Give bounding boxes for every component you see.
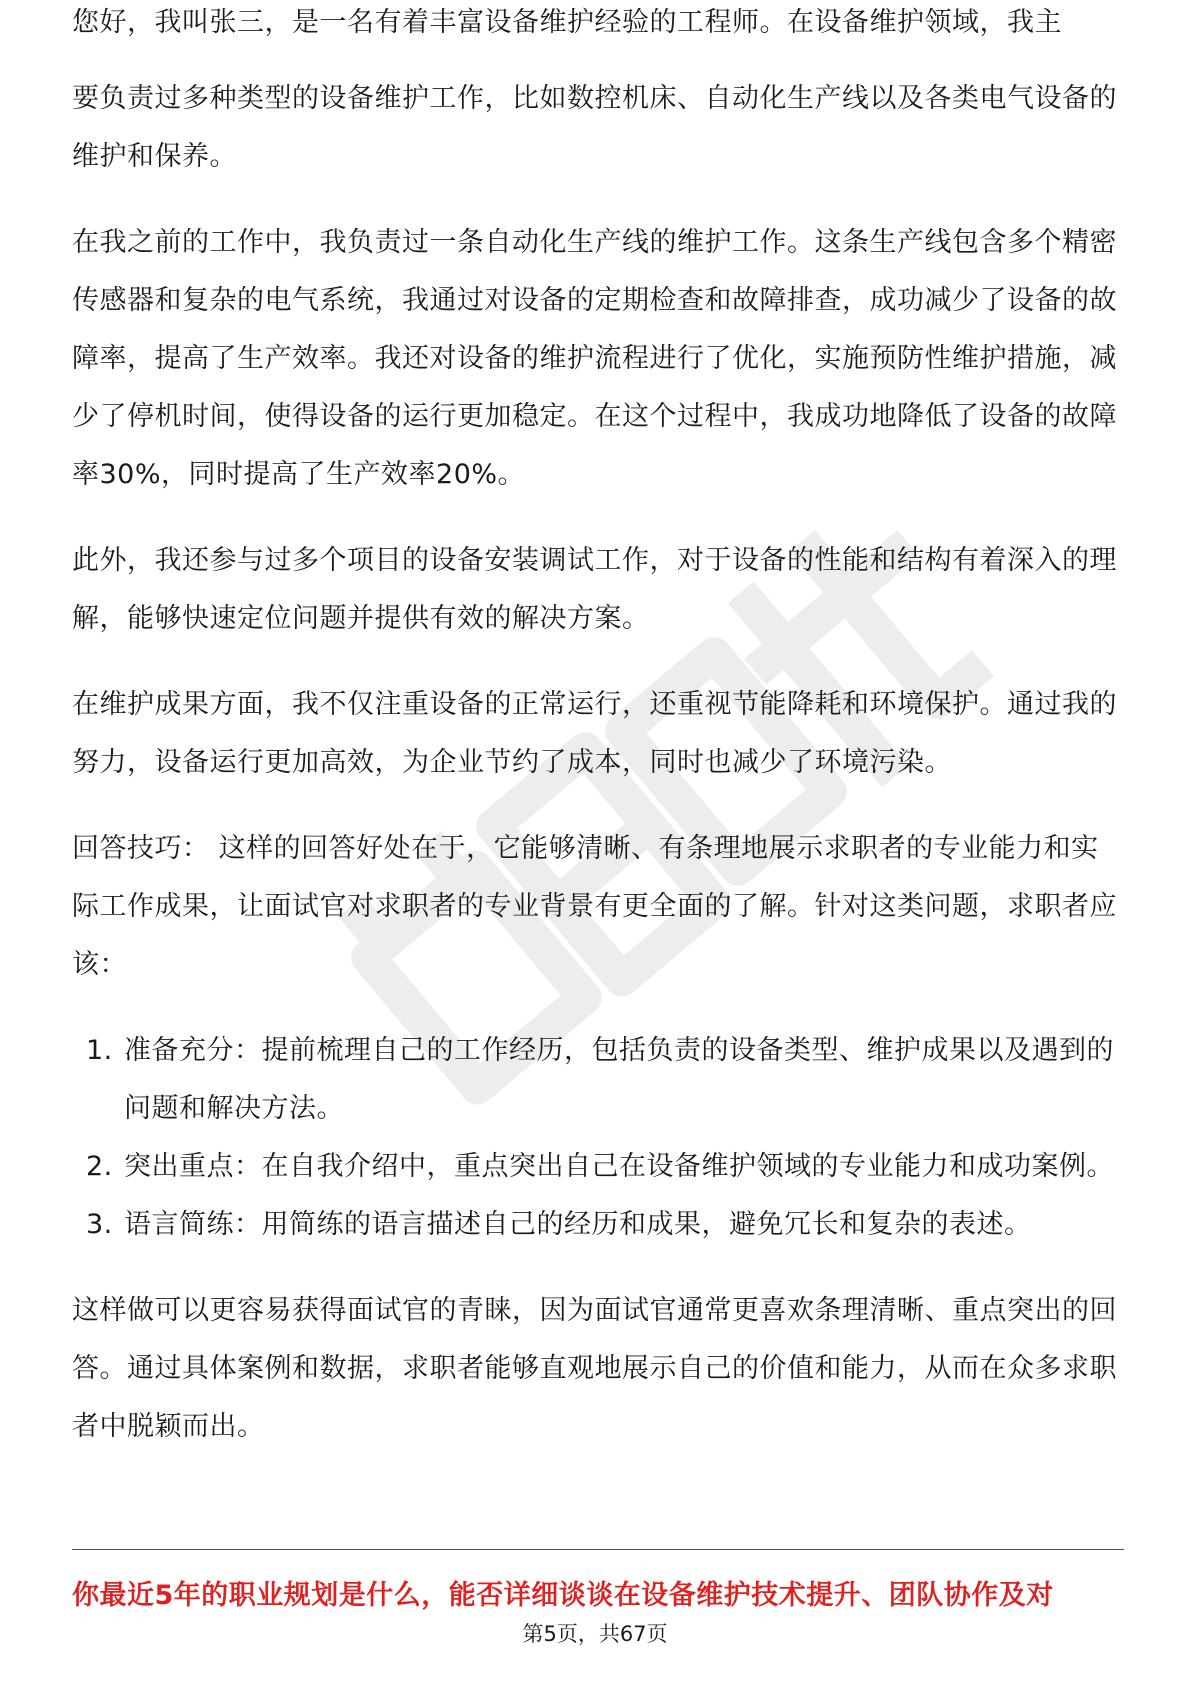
- page-number: 第5页，共67页: [522, 1622, 668, 1646]
- list-item-number: 2.: [86, 1151, 113, 1182]
- paragraph-closing: 这样做可以更容易获得面试官的青睐，因为面试官通常更喜欢条理清晰、重点突出的回答。通过具体案例和数据，求职者能够直观地展示自己的价值和能力，从而在众多求职者中脱颖而出。: [72, 1295, 1117, 1442]
- paragraph-continued: 要负责过多种类型的设备维护工作，比如数控机床、自动化生产线以及各类电气设备的维护和保养。: [72, 83, 1117, 172]
- list-item: [72, 1138, 1122, 1196]
- paragraph-answer-tips: 回答技巧： 这样的回答好处在于，它能够清晰、有条理地展示求职者的专业能力和实际工作成果，让面试官对求职者的专业背景有更全面的了解。针对这类问题，求职者应该：: [72, 833, 1117, 980]
- paragraph-experience: 在我之前的工作中，我负责过一条自动化生产线的维护工作。这条生产线包含多个精密传感器和复杂的电气系统，我通过对设备的定期检查和故障排查，成功减少了设备的故障率，提高了生产效率。我还对设备的维护流程进行了优化，实施预防性维护措施，减少了停机时间，使得设备的运行更加稳定。在这个过程中，我成功地降低了设备的故障率30%，同时提高了生产效率20%。: [72, 227, 1117, 490]
- list-item: [72, 1196, 1122, 1254]
- document-body: [72, 70, 1122, 1484]
- list-item-number: 3.: [86, 1209, 113, 1240]
- cut-off-text-line: [72, 7, 1122, 54]
- list-item-text: 准备充分：提前梳理自己的工作经历，包括负责的设备类型、维护成果以及遇到的问题和解决方法。: [124, 1035, 1114, 1124]
- next-question-heading: 你最近5年的职业规划是什么，能否详细谈谈在设备维护技术提升、团队协作及对: [72, 1580, 1054, 1611]
- paragraph-results: 在维护成果方面，我不仅注重设备的正常运行，还重视节能降耗和环境保护。通过我的努力，设备运行更加高效，为企业节约了成本，同时也减少了环境污染。: [72, 689, 1117, 778]
- cut-off-text: 您好，我叫张三，是一名有着丰富设备维护经验的工程师。在设备维护领域，我主: [72, 7, 1062, 38]
- tips-list: [72, 1022, 1122, 1254]
- list-item: [72, 1022, 1122, 1138]
- list-item-number: 1.: [86, 1035, 113, 1066]
- list-item-text: 语言简练：用简练的语言描述自己的经历和成果，避免冗长和复杂的表述。: [124, 1209, 1032, 1240]
- section-divider: [72, 1549, 1124, 1550]
- list-item-text: 突出重点：在自我介绍中，重点突出自己在设备维护领域的专业能力和成功案例。: [124, 1151, 1114, 1182]
- paragraph-installation: 此外，我还参与过多个项目的设备安装调试工作，对于设备的性能和结构有着深入的理解，能够快速定位问题并提供有效的解决方案。: [72, 545, 1117, 634]
